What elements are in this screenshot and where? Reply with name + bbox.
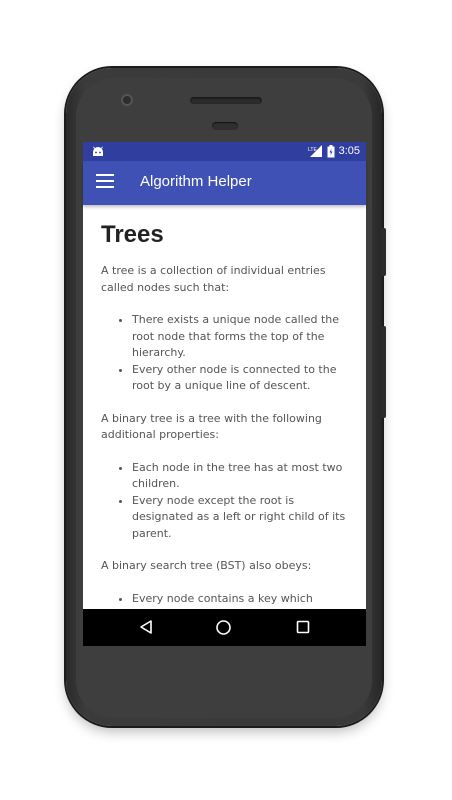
svg-text:LTE: LTE [307,147,317,153]
app-bar [83,161,366,205]
proximity-sensor [212,122,238,130]
status-time: 3:05 [338,145,360,157]
list-item: • Every other node is connected to the root by a unique line of descent. [132,362,348,395]
list-item: • Each node in the tree has at most two children. [132,460,348,493]
app-title: Algorithm Helper [140,173,252,190]
list-item: • Every node contains a key which [132,591,348,624]
paragraph: A binary search tree (BST) also obeys: [101,559,312,572]
page-title: Trees [101,221,164,248]
front-camera [121,94,133,106]
list-item: • There exists a unique node called the root node that forms the top of the hierarchy. [132,312,348,362]
navigation-bar [83,609,366,646]
android-icon [91,145,105,157]
bullet-list [101,312,348,395]
list-item: • Every node except the root is designated as a left or right child of its parent. [132,493,348,543]
recents-icon[interactable] [295,619,311,635]
hamburger-menu-icon[interactable] [96,174,114,192]
status-bar [83,142,366,161]
content-area[interactable] [83,205,366,609]
volume-button [381,326,386,418]
earpiece-speaker [190,97,262,104]
paragraph: A binary tree is a tree with the following additional properties: [101,411,322,441]
battery-icon [327,145,335,158]
bullet-list [101,460,348,543]
paragraph: A tree is a collection of individual entries called nodes such that: [101,264,326,294]
home-icon[interactable] [215,619,232,636]
lte-signal-icon [307,144,323,158]
power-button [381,228,386,276]
back-icon[interactable] [138,619,154,635]
screen [83,142,366,646]
